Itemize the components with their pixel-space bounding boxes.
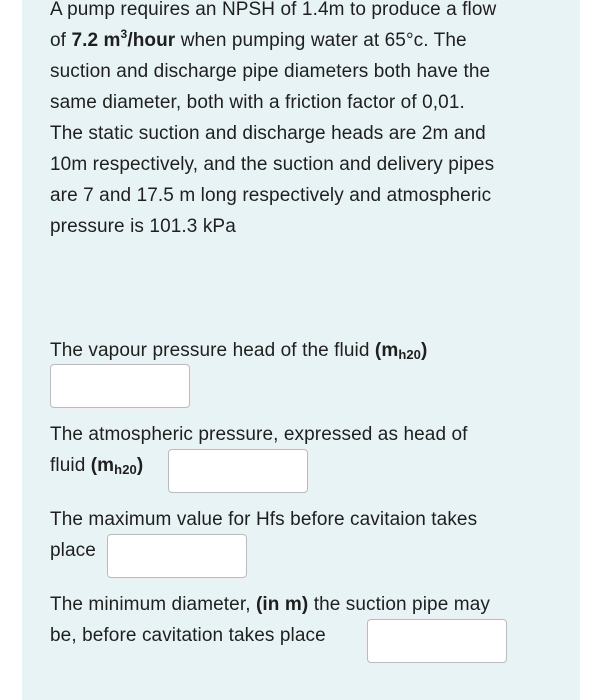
max-hfs-answer-box	[107, 534, 247, 578]
question-3-line-1: The maximum value for Hfs before cavitaion takes	[50, 509, 478, 530]
unit-close: )	[136, 455, 144, 476]
flow-rate-value: 7.2 m	[71, 30, 121, 51]
question-2-unit	[91, 455, 144, 476]
question-vapour-pressure-head	[50, 335, 570, 366]
question-1-text: The vapour pressure head of the fluid	[50, 340, 375, 361]
question-4-line-2: be, before cavitation takes place	[50, 625, 326, 646]
question-4-line-1-end: the suction pipe may	[308, 594, 490, 615]
problem-line-8: pressure is 101.3 kPa	[50, 216, 236, 237]
max-hfs-answer-input[interactable]	[108, 535, 246, 577]
unit-subscript: h20	[398, 347, 422, 362]
question-2-line-2	[50, 450, 570, 481]
unit-close: )	[421, 340, 428, 361]
min-diameter-answer-box	[367, 619, 507, 663]
question-2-line-1: The atmospheric pressure, expressed as head of	[50, 424, 468, 445]
vapour-pressure-answer-box	[50, 364, 190, 408]
problem-statement	[50, 0, 570, 242]
question-4-line-1	[50, 589, 570, 620]
unit-open: (m	[374, 340, 399, 361]
question-2-line-2-text: fluid	[50, 455, 91, 476]
problem-line-2-start: of	[50, 30, 72, 51]
vapour-pressure-answer-input[interactable]	[51, 365, 189, 407]
min-diameter-answer-input[interactable]	[368, 620, 506, 662]
unit-open: (m	[90, 455, 115, 476]
question-4-unit: (in m)	[256, 594, 309, 615]
question-atmospheric-head	[50, 419, 570, 481]
unit-subscript: h20	[114, 462, 137, 477]
question-1-unit	[375, 340, 428, 361]
atmospheric-head-answer-input[interactable]	[169, 450, 307, 492]
problem-line-2	[50, 25, 570, 56]
question-3-line-2: place	[50, 540, 96, 561]
problem-line-6: 10m respectively, and the suction and delivery pipes	[50, 154, 495, 175]
atmospheric-head-answer-box	[168, 449, 308, 493]
question-4-line-1-start: The minimum diameter,	[50, 594, 256, 615]
problem-line-3: suction and discharge pipe diameters both have the	[50, 61, 491, 82]
problem-line-2-end: when pumping water at 65°c. The	[175, 30, 467, 51]
flow-rate-unit: /hour	[127, 30, 176, 51]
problem-line-1: A pump requires an NPSH of 1.4m to produce a flow	[50, 0, 497, 20]
flow-rate	[71, 27, 176, 51]
problem-line-5: The static suction and discharge heads are 2m and	[50, 123, 486, 144]
flow-rate-exponent: 3	[120, 27, 128, 41]
problem-line-7: are 7 and 17.5 m long respectively and atmospheric	[50, 185, 492, 206]
problem-line-4: same diameter, both with a friction factor of 0,01.	[50, 92, 465, 113]
